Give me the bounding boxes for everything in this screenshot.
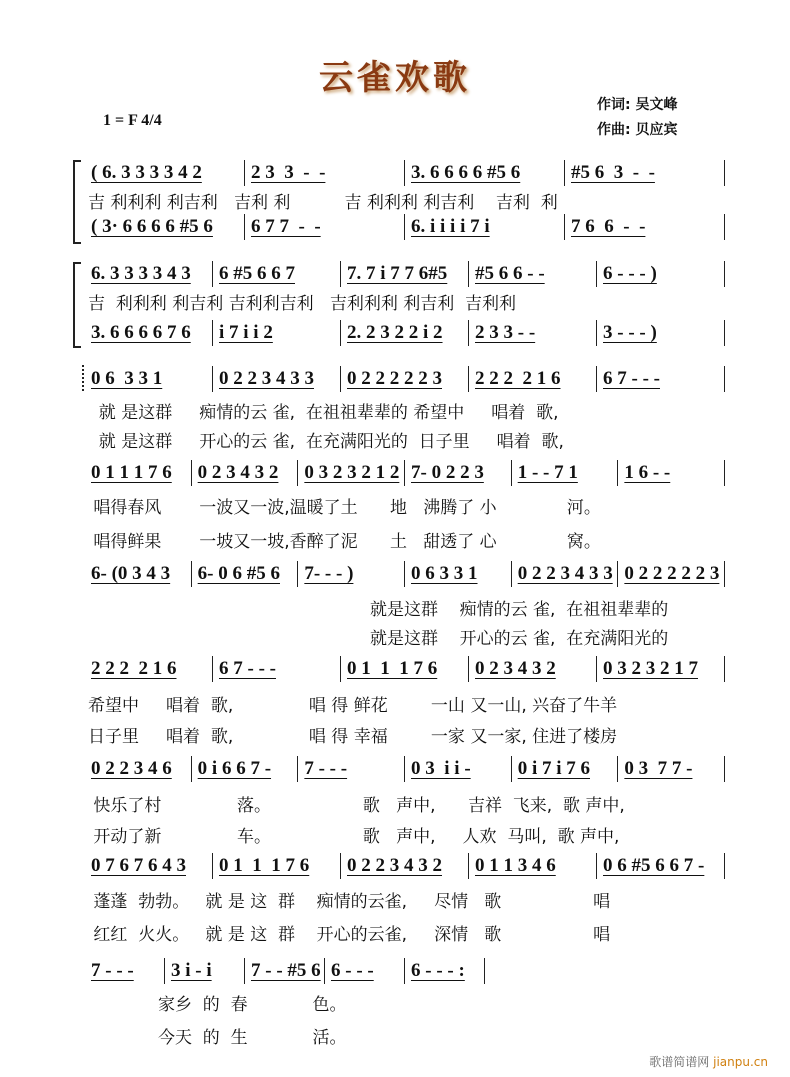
measure: 3. 6 6 6 6 7 6 xyxy=(85,320,213,346)
measure: 1 - - 7 1 xyxy=(512,460,619,486)
composer-credit: 作曲: 贝应宾 xyxy=(597,122,678,138)
measure: 2. 2 3 2 2 i 2 xyxy=(341,320,469,346)
measure: 0 3 2 3 2 1 2 xyxy=(298,460,405,486)
notation-line xyxy=(85,160,725,186)
measure: 2 3 3 - - xyxy=(469,320,597,346)
measure: ( 6. 3 3 3 3 4 2 xyxy=(85,160,245,186)
lyric-line: 蓬蓬 勃勃。 就 是 这 群 痴情的云雀, 尽情 歌 唱 xyxy=(88,892,611,912)
lyric-line: 就是这群 开心的云 雀, 在充满阳光的 xyxy=(370,629,669,649)
notation-line xyxy=(85,756,725,782)
lyric-line: 吉 利利利 利吉利 吉利 利 吉 利利利 利吉利 吉利 利 xyxy=(88,193,558,213)
lyric-line: 唱得春风 一波又一波,温暖了土 地 沸腾了 小 河。 xyxy=(88,498,601,518)
measure: ( 3· 6 6 6 6 #5 6 xyxy=(85,214,245,240)
lyric-line: 红红 火火。 就 是 这 群 开心的云雀, 深情 歌 唱 xyxy=(88,925,611,945)
notation-line xyxy=(85,561,725,587)
measure: 6 - - - xyxy=(325,958,405,984)
lyric-line: 希望中 唱着 歌, 唱 得 鲜花 一山 又一山, 兴奋了牛羊 xyxy=(88,696,618,716)
lyric-line: 就是这群 痴情的云 雀, 在祖祖辈辈的 xyxy=(370,600,669,620)
system-brace xyxy=(73,160,81,244)
lyric-line: 就 是这群 开心的云 雀, 在充满阳光的 日子里 唱着 歌, xyxy=(88,432,564,452)
measure: 7 6 6 - - xyxy=(565,214,725,240)
measure: 0 1 1 3 4 6 xyxy=(469,853,597,879)
measure: 0 1 1 1 7 6 xyxy=(213,853,341,879)
measure: 7 - - - xyxy=(85,958,165,984)
measure: 6. 3 3 3 3 4 3 xyxy=(85,261,213,287)
song-title: 云雀欢歌 xyxy=(319,58,471,98)
measure: 0 6 3 3 1 xyxy=(405,561,512,587)
measure: 0 3 i i - xyxy=(405,756,512,782)
key-signature: 1 = F 4/4 xyxy=(103,112,162,129)
measure: 6 - - - : xyxy=(405,958,485,984)
measure: 0 6 3 3 1 xyxy=(85,366,213,392)
measure: 0 2 2 3 4 3 2 xyxy=(341,853,469,879)
measure: 0 2 3 4 3 2 xyxy=(192,460,299,486)
lyric-line: 快乐了村 落。 歌 声中, 吉祥 飞来, 歌 声中, xyxy=(88,796,625,816)
notation-line xyxy=(85,261,725,287)
measure: #5 6 3 - - xyxy=(565,160,725,186)
measure: 6 7 7 - - xyxy=(245,214,405,240)
notation-line xyxy=(85,853,725,879)
measure: 0 3 7 7 - xyxy=(618,756,725,782)
measure: 0 2 2 2 2 2 3 xyxy=(341,366,469,392)
notation-line xyxy=(85,656,725,682)
lyricist-credit: 作词: 吴文峰 xyxy=(597,97,678,113)
measure: i 7 i i 2 xyxy=(213,320,341,346)
measure: 7- - - ) xyxy=(298,561,405,587)
measure: 0 i 7 i 7 6 xyxy=(512,756,619,782)
measure: 6 7 - - - xyxy=(213,656,341,682)
measure: 0 2 2 2 2 2 3 xyxy=(618,561,725,587)
measure: 1 6 - - xyxy=(618,460,725,486)
lyric-line: 吉 利利利 利吉利 吉利利吉利 吉利利利 利吉利 吉利利 xyxy=(88,294,517,314)
measure: 6 7 - - - xyxy=(597,366,725,392)
measure: 7 - - #5 6 xyxy=(245,958,325,984)
measure: 0 i 6 6 7 - xyxy=(192,756,299,782)
measure: 7 - - - xyxy=(298,756,405,782)
measure: 0 2 2 3 4 6 xyxy=(85,756,192,782)
lyric-line: 今天 的 生 活。 xyxy=(158,1028,347,1048)
measure: 2 2 2 2 1 6 xyxy=(469,366,597,392)
measure: 6- 0 6 #5 6 xyxy=(192,561,299,587)
measure: 3. 6 6 6 6 #5 6 xyxy=(405,160,565,186)
measure: 0 2 3 4 3 2 xyxy=(469,656,597,682)
measure: 2 2 2 2 1 6 xyxy=(85,656,213,682)
measure: 6- (0 3 4 3 xyxy=(85,561,192,587)
measure: 6 - - - ) xyxy=(597,261,725,287)
measure: 0 2 2 3 4 3 3 xyxy=(512,561,619,587)
measure: 7. 7 i 7 7 6#5 xyxy=(341,261,469,287)
watermark: 歌谱简谱网 jianpu.cn xyxy=(649,1055,768,1069)
measure: 0 1 1 1 7 6 xyxy=(85,460,192,486)
lyric-line: 就 是这群 痴情的云 雀, 在祖祖辈辈的 希望中 唱着 歌, xyxy=(88,403,559,423)
notation-line xyxy=(85,958,485,984)
measure: 2 3 3 - - xyxy=(245,160,405,186)
lyric-line: 家乡 的 春 色。 xyxy=(158,995,347,1015)
measure: 0 2 2 3 4 3 3 xyxy=(213,366,341,392)
measure: 3 - - - ) xyxy=(597,320,725,346)
notation-line xyxy=(85,320,725,346)
notation-line xyxy=(85,214,725,240)
lyric-line: 唱得鲜果 一坡又一坡,香醉了泥 土 甜透了 心 窝。 xyxy=(88,532,601,552)
system-brace xyxy=(73,262,81,348)
measure: 6 #5 6 6 7 xyxy=(213,261,341,287)
notation-line xyxy=(85,366,725,392)
measure: 0 7 6 7 6 4 3 xyxy=(85,853,213,879)
measure: #5 6 6 - - xyxy=(469,261,597,287)
measure: 0 6 #5 6 6 7 - xyxy=(597,853,725,879)
measure: 0 1 1 1 7 6 xyxy=(341,656,469,682)
measure: 7- 0 2 2 3 xyxy=(405,460,512,486)
lyric-line: 开动了新 车。 歌 声中, 人欢 马叫, 歌 声中, xyxy=(88,827,620,847)
measure: 3 i - i xyxy=(165,958,245,984)
measure: 6. i i i i 7 i xyxy=(405,214,565,240)
measure: 0 3 2 3 2 1 7 xyxy=(597,656,725,682)
lyric-line: 日子里 唱着 歌, 唱 得 幸福 一家 又一家, 住进了楼房 xyxy=(88,727,618,747)
notation-line xyxy=(85,460,725,486)
